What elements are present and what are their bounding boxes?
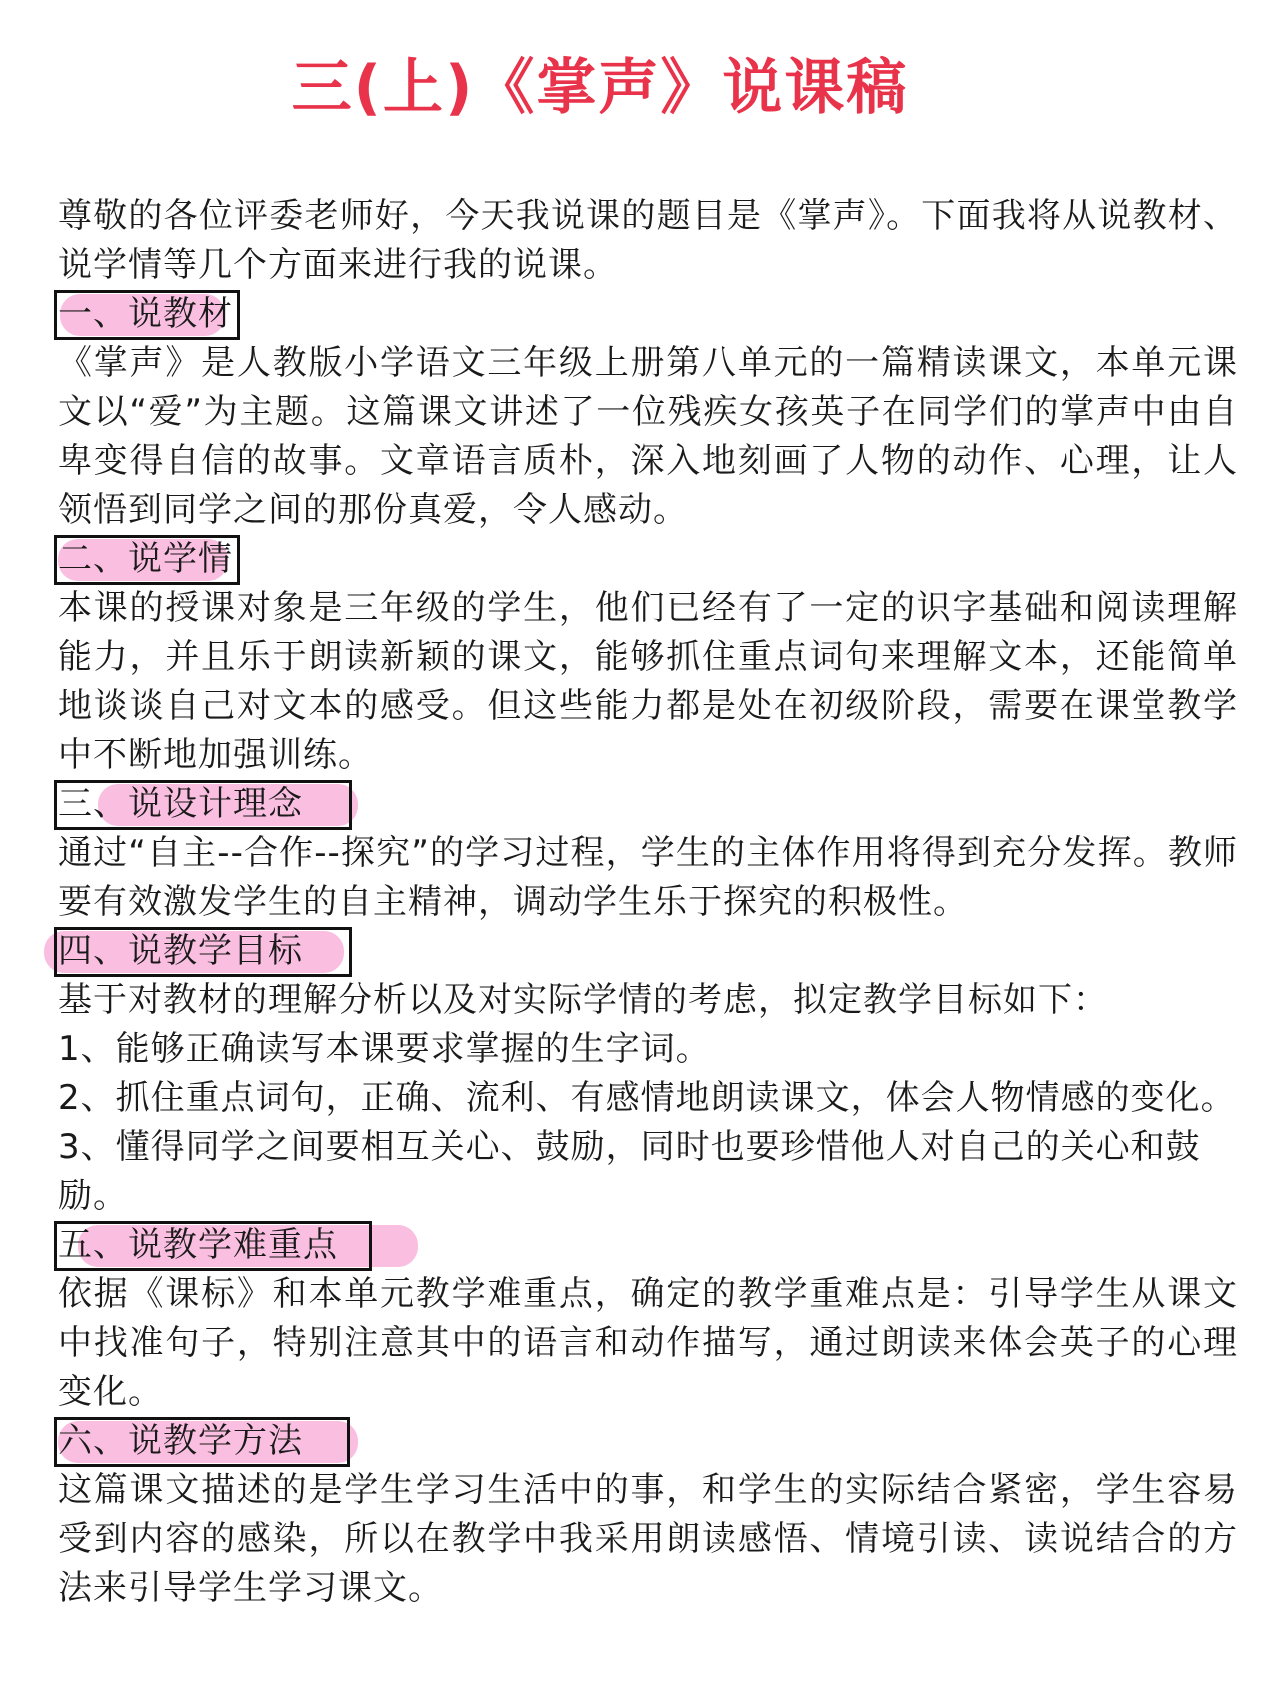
section-body-3: 通过“自主--合作--探究”的学习过程，学生的主体作用将得到充分发挥。教师要有效激发学生的自主精神，调动学生乐于探究的积极性。 — [58, 833, 1238, 922]
section-body-2: 本课的授课对象是三年级的学生，他们已经有了一定的识字基础和阅读理解能力，并且乐于朗读新颖的课文，能够抓住重点词句来理解文本，还能简单地谈谈自己对文本的感受。但这些能力都是处在初级阶段，需要在课堂教学中不断地加强训练。 — [58, 588, 1238, 775]
document-body — [58, 192, 1238, 1613]
intro-paragraph: 尊敬的各位评委老师好，今天我说课的题目是《掌声》。下面我将从说教材、说学情等几个方面来进行我的说课。 — [58, 196, 1238, 285]
section-heading-4 — [58, 927, 1238, 976]
goal-item-2: 2、抓住重点词句，正确、流利、有感情地朗读课文，体会人物情感的变化。 — [58, 1078, 1236, 1118]
section-heading-3 — [58, 780, 1238, 829]
section-heading-5 — [58, 1221, 1238, 1270]
section-heading-1 — [58, 290, 1238, 339]
goal-item-1: 1、能够正确读写本课要求掌握的生字词。 — [58, 1029, 711, 1069]
heading-text-4: 四、说教学目标 — [58, 931, 303, 971]
section-body-5: 依据《课标》和本单元教学难重点，确定的教学重难点是：引导学生从课文中找准句子，特别注意其中的语言和动作描写，通过朗读来体会英子的心理变化。 — [58, 1274, 1238, 1412]
section-heading-2 — [58, 535, 1238, 584]
heading-text-1: 一、说教材 — [58, 294, 233, 334]
heading-text-6: 六、说教学方法 — [58, 1421, 303, 1461]
heading-text-5: 五、说教学难重点 — [58, 1225, 338, 1265]
page-title: 三(上)《掌声》说课稿 — [291, 53, 909, 123]
section-heading-6 — [58, 1417, 1238, 1466]
heading-text-3: 三、说设计理念 — [58, 784, 303, 824]
section-body-4: 基于对教材的理解分析以及对实际学情的考虑，拟定教学目标如下： — [58, 980, 1108, 1020]
section-body-6: 这篇课文描述的是学生学习生活中的事，和学生的实际结合紧密，学生容易受到内容的感染，所以在教学中我采用朗读感悟、情境引读、读说结合的方法来引导学生学习课文。 — [58, 1470, 1238, 1608]
heading-text-2: 二、说学情 — [58, 539, 233, 579]
goal-item-3: 3、懂得同学之间要相互关心、鼓励，同时也要珍惜他人对自己的关心和鼓励。 — [58, 1127, 1201, 1216]
section-body-1: 《掌声》是人教版小学语文三年级上册第八单元的一篇精读课文，本单元课文以“爱”为主题。这篇课文讲述了一位残疾女孩英子在同学们的掌声中由自卑变得自信的故事。文章语言质朴，深入地刻画了人物的动作、心理，让人领悟到同学之间的那份真爱，令人感动。 — [58, 343, 1238, 530]
